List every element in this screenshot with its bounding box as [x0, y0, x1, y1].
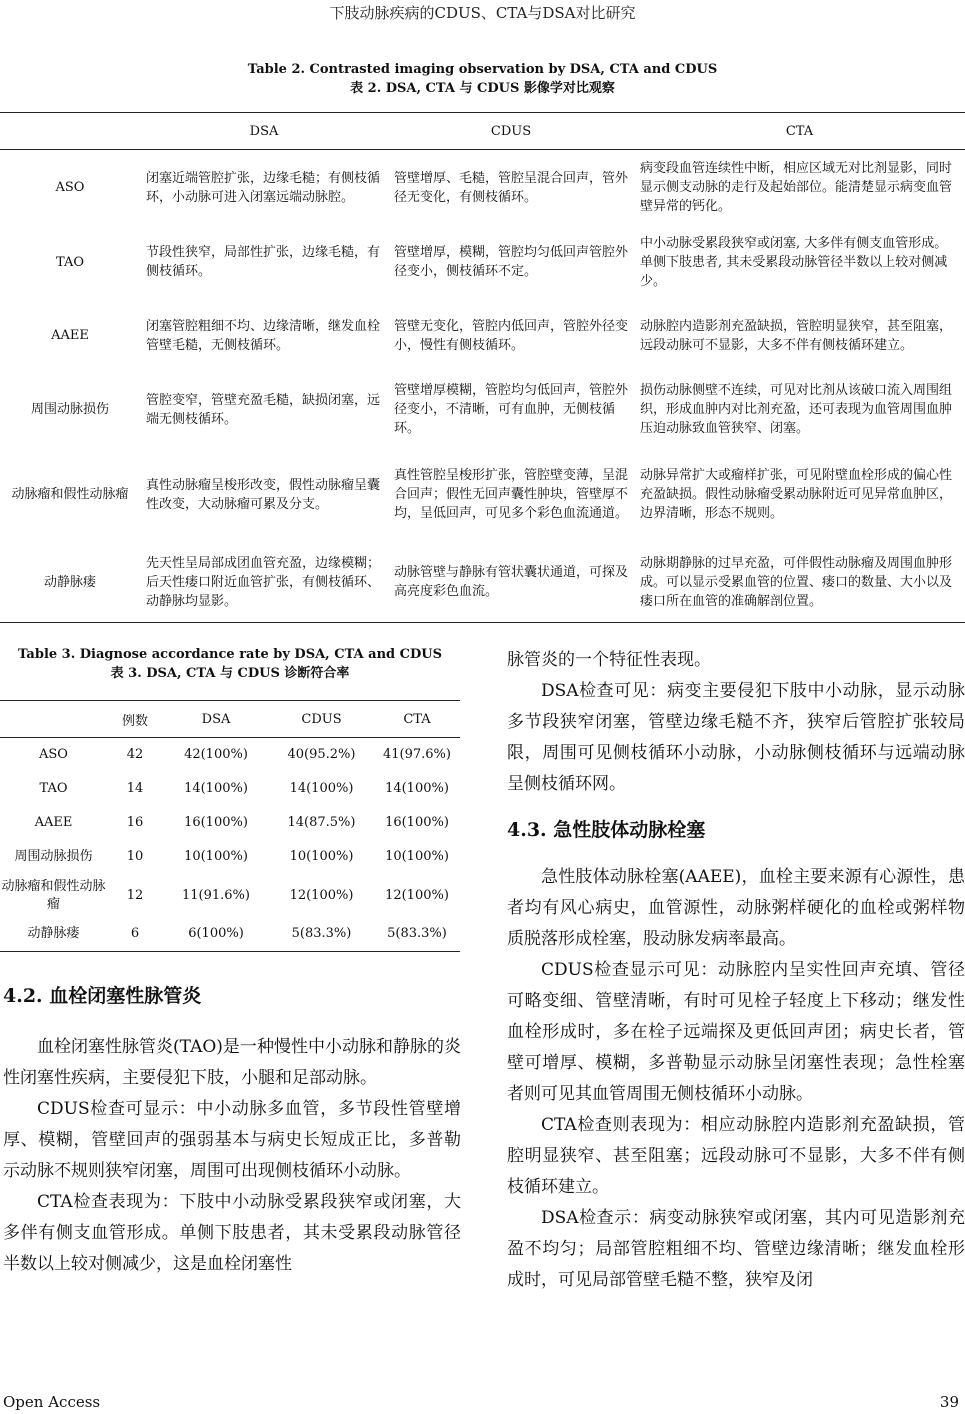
- table2-row: [0, 373, 965, 447]
- table3-row: [0, 772, 460, 806]
- table3-caption: [0, 645, 460, 683]
- table3-cell: 16(100%): [385, 814, 449, 830]
- table2-row: [0, 543, 965, 623]
- section-4-3-paragraph: CDUS检查显示可见：动脉腔内呈实性回声充填、管径可略变细、管壁清晰，有时可见栓子轻度上下移动；继发性血栓形成时，多在栓子远端探及更低回声团；病史长者，管壁可增厚、模糊，多普勒显示动脉呈闭塞性表现；急性栓塞者则可见其血管周围无侧枝循环小动脉。: [507, 960, 965, 1104]
- table3-cell: 10(100%): [385, 848, 449, 864]
- table3-cell: 10(100%): [184, 848, 248, 864]
- table3-row-label: 动静脉瘘: [0, 918, 107, 952]
- table3-row: [0, 806, 460, 840]
- table2-cell: 动脉异常扩大或瘤样扩张，可见附壁血栓形成的偏心性充盈缺损。假性动脉瘤受累动脉附近可见异常血肿区，边界清晰，形态不规则。: [640, 468, 953, 521]
- section-4-2-paragraph: 血栓闭塞性脉管炎(TAO)是一种慢性中小动脉和静脉的炎性闭塞性疾病，主要侵犯下肢，小腿和足部动脉。: [3, 1037, 461, 1088]
- table3-header-row: [0, 701, 460, 738]
- table3-header-cell: CTA: [374, 701, 460, 738]
- table3-cell: 14: [126, 780, 144, 796]
- table3-row-label: 周围动脉损伤: [14, 848, 93, 864]
- table3-cell: 41(97.6%): [383, 746, 451, 762]
- table3-cell: 12(100%): [289, 887, 354, 903]
- table3-cell: 14(100%): [289, 780, 354, 796]
- table2-cell: 损伤动脉侧壁不连续，可见对比剂从该破口流入周围组织，形成血肿内对比剂充盈，还可表现为血管周围血肿压迫动脉致血管狭窄、闭塞。: [640, 383, 953, 436]
- table2-row-label: 动脉瘤和假性动脉瘤: [11, 487, 129, 502]
- table3-header-cell: [0, 701, 107, 738]
- table2-row-label: 周围动脉损伤: [30, 402, 109, 417]
- right-column: [507, 645, 965, 1296]
- section-4-3-paragraph: DSA检查示：病变动脉狭窄或闭塞，其内可见造影剂充盈不均匀；局部管腔粗细不均、管壁边缘清晰；继发血栓形成时，可见局部管壁毛糙不整，狭窄及闭: [507, 1208, 965, 1290]
- table2-cell: 动脉腔内造影剂充盈缺损，管腔明显狭窄，甚至阻塞，远段动脉可不显影，大多不伴有侧枝循环建立。: [640, 318, 953, 353]
- table2-cell: 管壁增厚、毛糙，管腔呈混合回声，管外径无变化，有侧枝循环。: [394, 170, 629, 205]
- table3-row: [0, 738, 460, 772]
- table2-row: [0, 226, 965, 299]
- table2: [0, 112, 965, 623]
- table2-row: [0, 150, 965, 226]
- table2-row-label: ASO: [55, 180, 85, 196]
- table3-cell: 10: [126, 848, 144, 864]
- footer-page-number: 39: [939, 1393, 959, 1411]
- table2-cell: 先天性呈局部成团血管充盈，边缘模糊；后天性瘘口附近血管扩张，有侧枝循环、动静脉均显影。: [140, 543, 388, 623]
- table2-cell: 管腔变窄，管壁充盈毛糙，缺损闭塞，远端无侧枝循环。: [146, 392, 381, 427]
- table2-caption-zh: 表 2. DSA, CTA 与 CDUS 影像学对比观察: [350, 81, 615, 96]
- table3-cell: 5(83.3%): [269, 918, 374, 952]
- running-header: 下肢动脉疾病的CDUS、CTA与DSA对比研究: [329, 4, 636, 22]
- table2-row: [0, 299, 965, 373]
- table3-header-cell: 例数: [107, 701, 163, 738]
- table2-caption-en: Table 2. Contrasted imaging observation by DSA, CTA and CDUS: [247, 62, 718, 77]
- table3-row-label: TAO: [39, 780, 68, 796]
- table2-header-cell: DSA: [140, 113, 388, 150]
- table2-header-row: [0, 113, 965, 150]
- table3-row-label: 动脉瘤和假性动脉瘤: [1, 878, 106, 912]
- table2-header-cell: [0, 113, 140, 150]
- table3-caption-zh: 表 3. DSA, CTA 与 CDUS 诊断符合率: [110, 666, 350, 681]
- table2-cell: 动脉管壁与静脉有管状囊状通道，可探及高亮度彩色血流。: [388, 543, 634, 623]
- table2-cell: 真性动脉瘤呈梭形改变，假性动脉瘤呈囊性改变，大动脉瘤可累及分支。: [146, 477, 381, 512]
- section-4-3-paragraph: CTA检查则表现为：相应动脉腔内造影剂充盈缺损，管腔明显狭窄、甚至阻塞；远段动脉可不显影，大多不伴有侧枝循环建立。: [507, 1115, 965, 1197]
- table3-cell: 42: [126, 746, 144, 762]
- table3-header-cell: CDUS: [269, 701, 374, 738]
- table2-cell: 管壁无变化，管腔内低回声，管腔外径变小，慢性有侧枝循环。: [394, 318, 629, 353]
- table3-header-cell: DSA: [163, 701, 269, 738]
- continuation-paragraph: 脉管炎的一个特征性表现。: [507, 650, 711, 670]
- table3-cell: 12(100%): [385, 887, 449, 903]
- table3-cell: 16: [126, 814, 144, 830]
- section-4-2-paragraph: CDUS检查可显示：中小动脉多血管，多节段性管壁增厚、模糊，管壁回声的强弱基本与病史长短成正比，多普勒示动脉不规则狭窄闭塞，周围可出现侧枝循环小动脉。: [3, 1099, 461, 1181]
- footer-journal: Open Access: [3, 1393, 101, 1411]
- table2-cell: 管壁增厚模糊，管腔均匀低回声，管腔外径变小，不清晰，可有血肿，无侧枝循环。: [394, 383, 629, 436]
- left-column: [3, 982, 461, 1280]
- table3-caption-en: Table 3. Diagnose accordance rate by DSA, CTA and CDUS: [18, 647, 442, 662]
- table3-cell: 12: [126, 887, 144, 903]
- table3-cell: 5(83.3%): [374, 918, 460, 952]
- table2-cell: 管壁增厚，模糊，管腔均匀低回声管腔外径变小，侧枝循环不定。: [394, 245, 629, 279]
- table2-cell: 动脉期静脉的过早充盈，可伴假性动脉瘤及周围血肿形成。可以显示受累血管的位置、瘘口的数量、大小以及瘘口所在血管的准确解剖位置。: [634, 543, 965, 623]
- table3-cell: 14(87.5%): [287, 814, 356, 830]
- table2-cell: 病变段血管连续性中断，相应区域无对比剂显影，同时显示侧支动脉的走行及起始部位。能清楚显示病变血管壁异常的钙化。: [640, 161, 953, 215]
- table3: [0, 700, 460, 952]
- section-4-2-paragraph: CTA检查表现为：下肢中小动脉受累段狭窄或闭塞，大多伴有侧支血管形成。单侧下肢患者，其未受累段动脉管径半数以上较对侧减少，这是血栓闭塞性: [3, 1192, 461, 1274]
- table3-cell: 6: [107, 918, 163, 952]
- table3-row: [0, 874, 460, 918]
- table2-row-label: AAEE: [51, 328, 89, 343]
- table3-row-label: ASO: [39, 746, 68, 762]
- table2-row: [0, 447, 965, 543]
- table3-cell: 14(100%): [184, 780, 248, 796]
- table3-cell: 6(100%): [163, 918, 269, 952]
- table3-row: [0, 918, 460, 952]
- dsa-paragraph: DSA检查可见：病变主要侵犯下肢中小动脉，显示动脉多节段狭窄闭塞，管壁边缘毛糙不齐，狭窄后管腔扩张较局限，周围可见侧枝循环小动脉，小动脉侧枝循环与远端动脉呈侧枝循环网。: [507, 681, 965, 794]
- table3-cell: 10(100%): [289, 848, 354, 864]
- table2-cell: 闭塞管腔粗细不均、边缘清晰，继发血栓管壁毛糙，无侧枝循环。: [146, 318, 381, 353]
- table3-cell: 40(95.2%): [287, 746, 356, 762]
- section-4-3-heading: 4.3. 急性肢体动脉栓塞: [507, 819, 706, 841]
- table3-row: [0, 840, 460, 874]
- table2-cell: 节段性狭窄，局部性扩张，边缘毛糙，有侧枝循环。: [146, 245, 381, 279]
- table2-caption: [0, 60, 965, 98]
- table2-header-cell: CDUS: [388, 113, 634, 150]
- table3-cell: 42(100%): [184, 746, 248, 762]
- table3-row-label: AAEE: [34, 814, 73, 830]
- table3-cell: 11(91.6%): [182, 887, 250, 903]
- table2-row-label: 动静脉瘘: [0, 543, 140, 623]
- table2-row-label: TAO: [55, 254, 84, 270]
- table2-header-cell: CTA: [634, 113, 965, 150]
- section-4-3-paragraph: 急性肢体动脉栓塞(AAEE)，血栓主要来源有心源性，患者均有风心病史，血管源性，动脉粥样硬化的血栓或粥样物质脱落形成栓塞，股动脉发病率最高。: [507, 867, 965, 949]
- table3-cell: 16(100%): [184, 814, 248, 830]
- table2-cell: 闭塞近端管腔扩张，边缘毛糙；有侧枝循环，小动脉可进入闭塞远端动脉腔。: [146, 170, 381, 205]
- table3-cell: 14(100%): [385, 780, 449, 796]
- table2-cell: 中小动脉受累段狭窄或闭塞, 大多伴有侧支血管形成。单侧下肢患者, 其未受累段动脉管径半数以上较对侧减少。: [640, 235, 948, 289]
- section-4-2-heading: 4.2. 血栓闭塞性脉管炎: [3, 985, 202, 1007]
- table2-cell: 真性管腔呈梭形扩张，管腔壁变薄，呈混合回声；假性无回声囊性肿块，管壁厚不均，呈低回声，可见多个彩色血流通道。: [394, 468, 629, 521]
